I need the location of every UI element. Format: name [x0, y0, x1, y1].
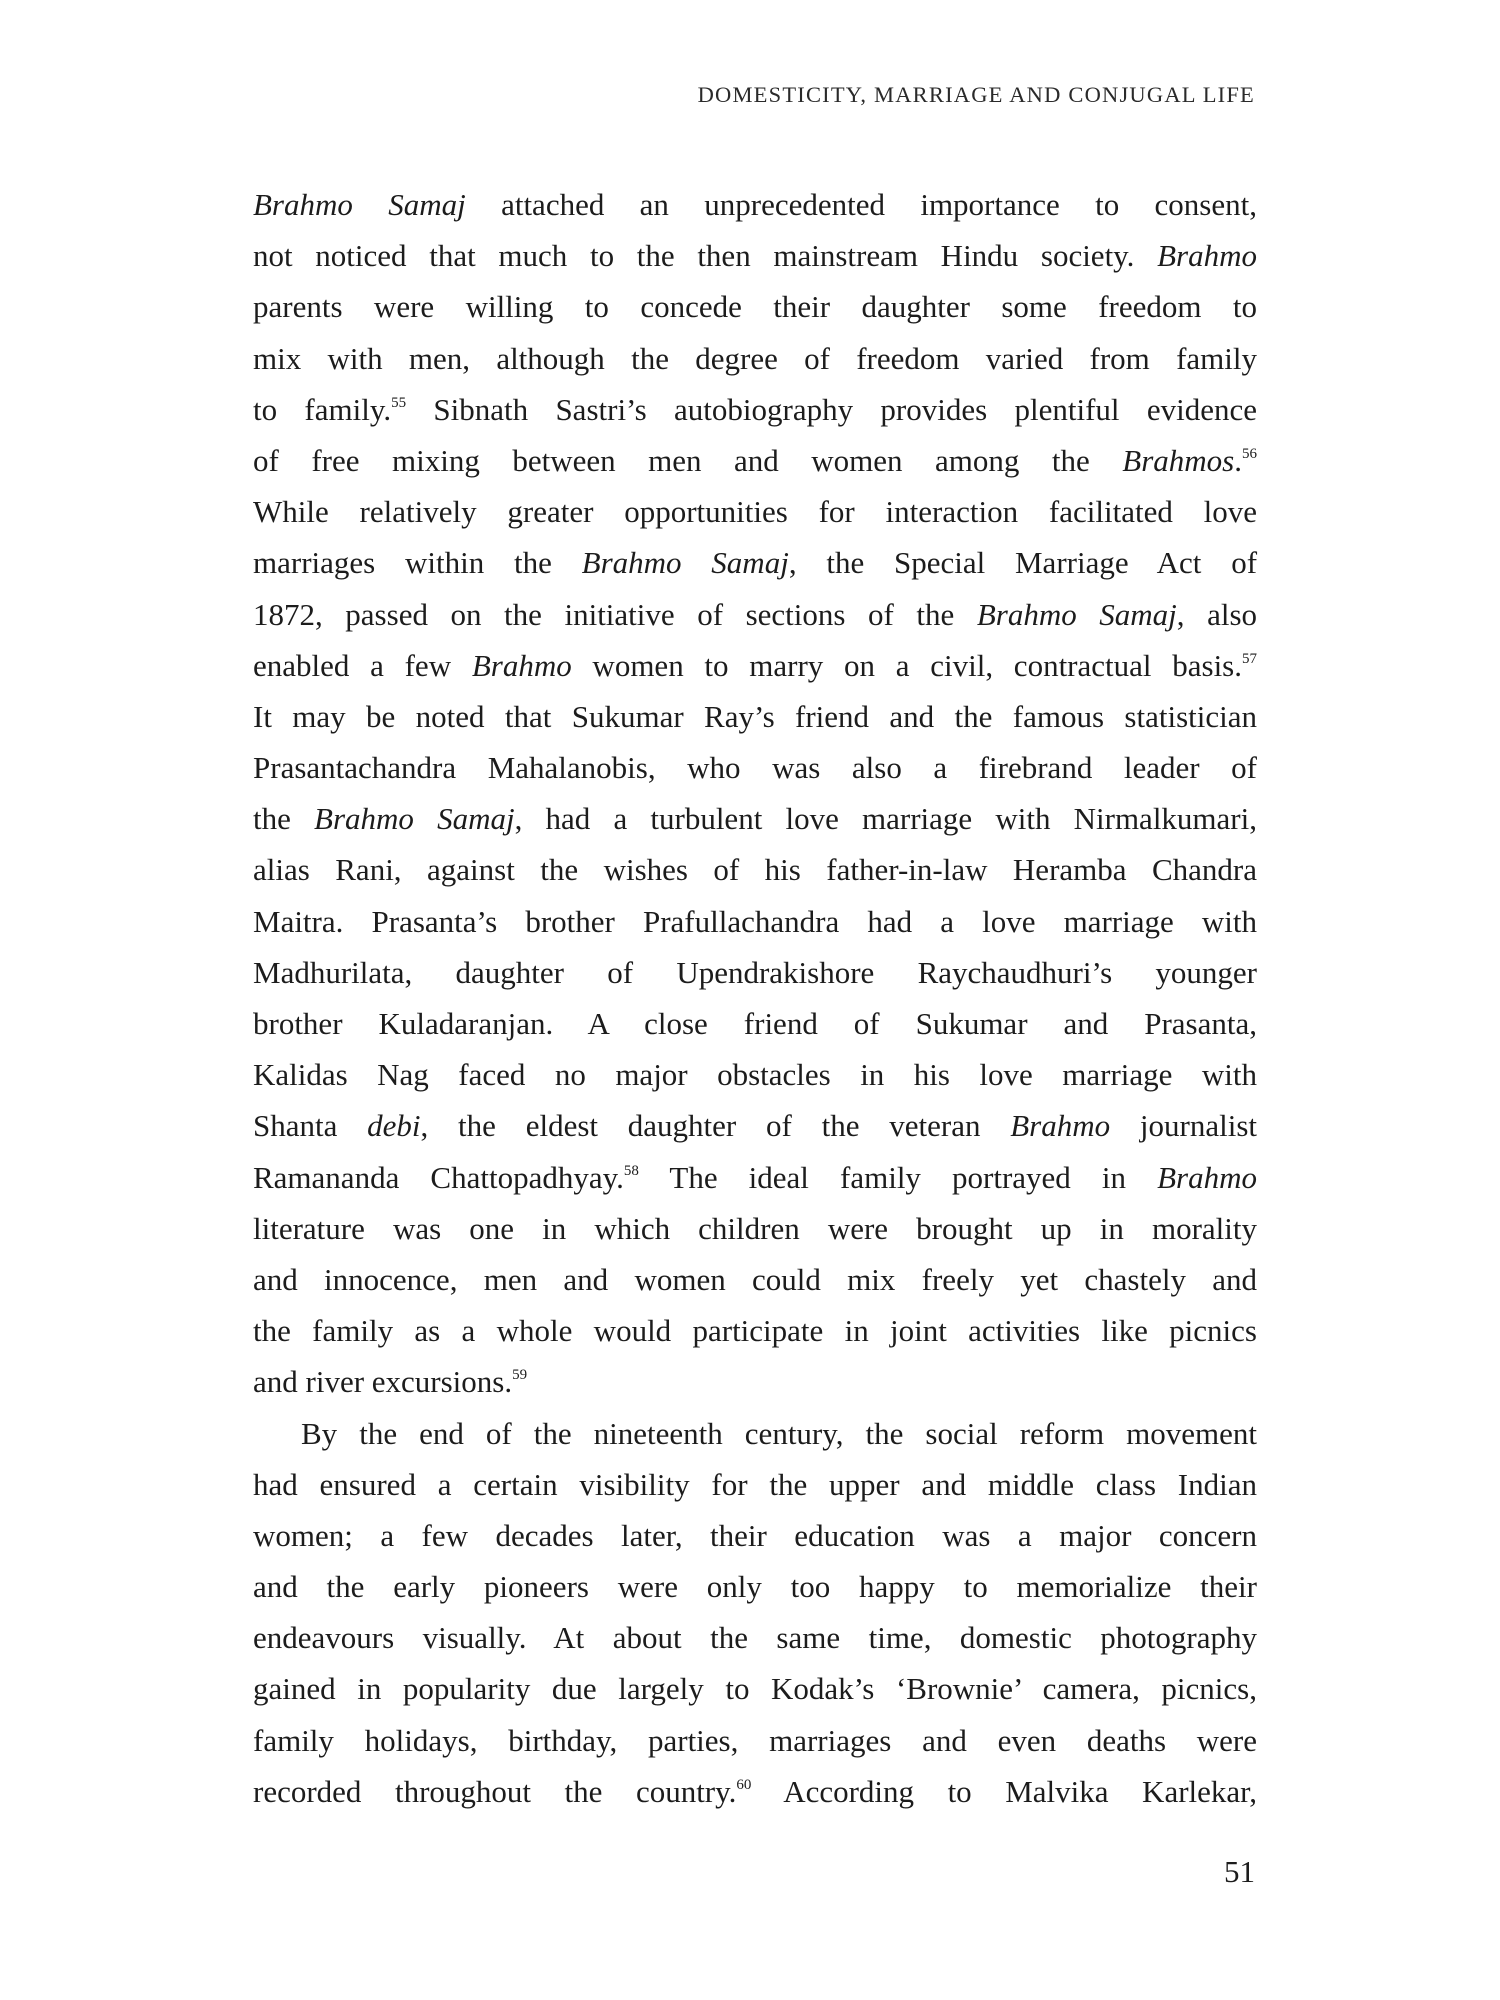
text-line [253, 1612, 1257, 1663]
text-line [253, 1510, 1257, 1561]
text-run: recorded throughout the country. [253, 1773, 737, 1809]
text-line [253, 333, 1257, 384]
text-run: literature was one in which children were brought up in morality [253, 1210, 1257, 1246]
text-run: Sibnath Sastri’s autobiography provides plentiful evidence [406, 391, 1257, 427]
footnote-marker: 56 [1242, 445, 1257, 462]
text-run: , the Special Marriage Act of [788, 545, 1258, 581]
text-run: family holidays, birthday, parties, marriages and even deaths were [253, 1722, 1257, 1758]
page-number: 51 [1224, 1854, 1255, 1889]
text-run: Prasantachandra Mahalanobis, who was also a firebrand leader of [253, 750, 1257, 786]
italic-term: Brahmo Samaj [581, 545, 789, 581]
text-run: attached an unprecedented importance to consent, [465, 187, 1257, 222]
text-line [253, 384, 1257, 435]
text-run: journalist [1110, 1108, 1257, 1144]
text-run: Maitra. Prasanta’s brother Prafullachandra had a love marriage with [253, 903, 1257, 939]
text-run: to family. [253, 391, 392, 427]
text-run: not noticed that much to the then mainstream Hindu society. [253, 238, 1158, 274]
text-run: had ensured a certain visibility for the upper and middle class Indian [253, 1466, 1257, 1502]
text-line [253, 1152, 1257, 1203]
footnote-marker: 58 [623, 1162, 639, 1179]
text-line [253, 486, 1257, 537]
italic-term: Brahmo [1157, 238, 1257, 274]
text-run: parents were willing to concede their daughter some freedom to [253, 289, 1257, 325]
text-run: , had a turbulent love marriage with Nirmalkumari, [514, 801, 1257, 837]
running-head: DOMESTICITY, MARRIAGE AND CONJUGAL LIFE [697, 82, 1255, 107]
text-run: While relatively greater opportunities for interaction facilitated love [253, 494, 1257, 530]
text-line [253, 1356, 1257, 1407]
italic-term: Brahmo Samaj [253, 187, 466, 222]
text-line [253, 1305, 1257, 1356]
text-run: Shanta [253, 1108, 368, 1144]
text-line [253, 589, 1257, 640]
text-line [253, 1766, 1257, 1817]
text-run: and the early pioneers were only too happy to memorialize their [253, 1569, 1257, 1605]
text-run: The ideal family portrayed in [638, 1159, 1158, 1195]
text-line [253, 793, 1257, 844]
footnote-marker: 60 [736, 1776, 752, 1793]
italic-term: Brahmo [1010, 1108, 1111, 1144]
text-run: brother Kuladaranjan. A close friend of Sukumar and Prasanta, [253, 1006, 1257, 1041]
text-line [253, 742, 1257, 793]
text-line [253, 947, 1257, 998]
text-run: women; a few decades later, their education was a major concern [253, 1517, 1257, 1553]
text-run: By the end of the nineteenth century, the social reform movement [301, 1415, 1257, 1451]
text-run: and innocence, men and women could mix freely yet chastely and [253, 1261, 1257, 1297]
text-run: gained in popularity due largely to Kodak’s ‘Brownie’ camera, picnics, [253, 1671, 1257, 1707]
text-line [253, 1561, 1257, 1612]
text-line [253, 1663, 1257, 1714]
text-line [253, 1100, 1257, 1151]
text-run: , also [1176, 596, 1258, 632]
footnote-marker: 57 [1242, 650, 1257, 667]
text-line [253, 1715, 1257, 1766]
text-run: marriages within the [253, 545, 582, 581]
text-line [253, 844, 1257, 895]
italic-term: Brahmo Samaj [314, 801, 515, 837]
text-line [253, 998, 1257, 1049]
text-run: Kalidas Nag faced no major obstacles in his love marriage with [253, 1057, 1257, 1093]
text-run: the [253, 801, 315, 837]
text-line [253, 1408, 1257, 1459]
text-run: women to marry on a civil, contractual basis. [571, 647, 1242, 683]
italic-term: Brahmo [1157, 1159, 1257, 1195]
text-run: alias Rani, against the wishes of his father-in-law Heramba Chandra [253, 852, 1257, 888]
text-line [253, 640, 1257, 691]
text-line [253, 691, 1257, 742]
text-run: enabled a few [253, 647, 472, 683]
text-line [253, 435, 1257, 486]
text-line [253, 179, 1257, 230]
text-line [253, 1254, 1257, 1305]
text-run: Madhurilata, daughter of Upendrakishore Raychaudhuri’s younger [253, 954, 1257, 990]
text-run: endeavours visually. At about the same time, domestic photography [253, 1620, 1257, 1656]
text-run: It may be noted that Sukumar Ray’s friend and the famous statistician [253, 698, 1257, 734]
italic-term: debi [367, 1108, 421, 1144]
text-line [253, 1459, 1257, 1510]
italic-term: Brahmo Samaj [976, 596, 1177, 632]
text-line [253, 281, 1257, 332]
italic-term: Brahmos [1122, 442, 1235, 478]
text-run: of free mixing between men and women among the [253, 442, 1123, 478]
text-run: . [1234, 442, 1242, 478]
footnote-marker: 55 [391, 394, 407, 411]
italic-term: Brahmo [471, 647, 572, 683]
footnote-marker: 59 [512, 1367, 528, 1384]
text-run: Ramananda Chattopadhyay. [253, 1159, 624, 1195]
text-run: the family as a whole would participate in joint activities like picnics [253, 1313, 1257, 1349]
text-run: mix with men, although the degree of freedom varied from family [253, 340, 1257, 376]
text-line [253, 896, 1257, 947]
text-line [253, 537, 1257, 588]
text-line [253, 1049, 1257, 1100]
text-run: and river excursions. [253, 1364, 513, 1400]
text-run: 1872, passed on the initiative of sections of the [253, 596, 977, 632]
text-line [253, 1203, 1257, 1254]
text-run: , the eldest daughter of the veteran [420, 1108, 1011, 1144]
text-run: According to Malvika Karlekar, [751, 1773, 1257, 1809]
body-text [253, 179, 1257, 1817]
text-line [253, 230, 1257, 281]
